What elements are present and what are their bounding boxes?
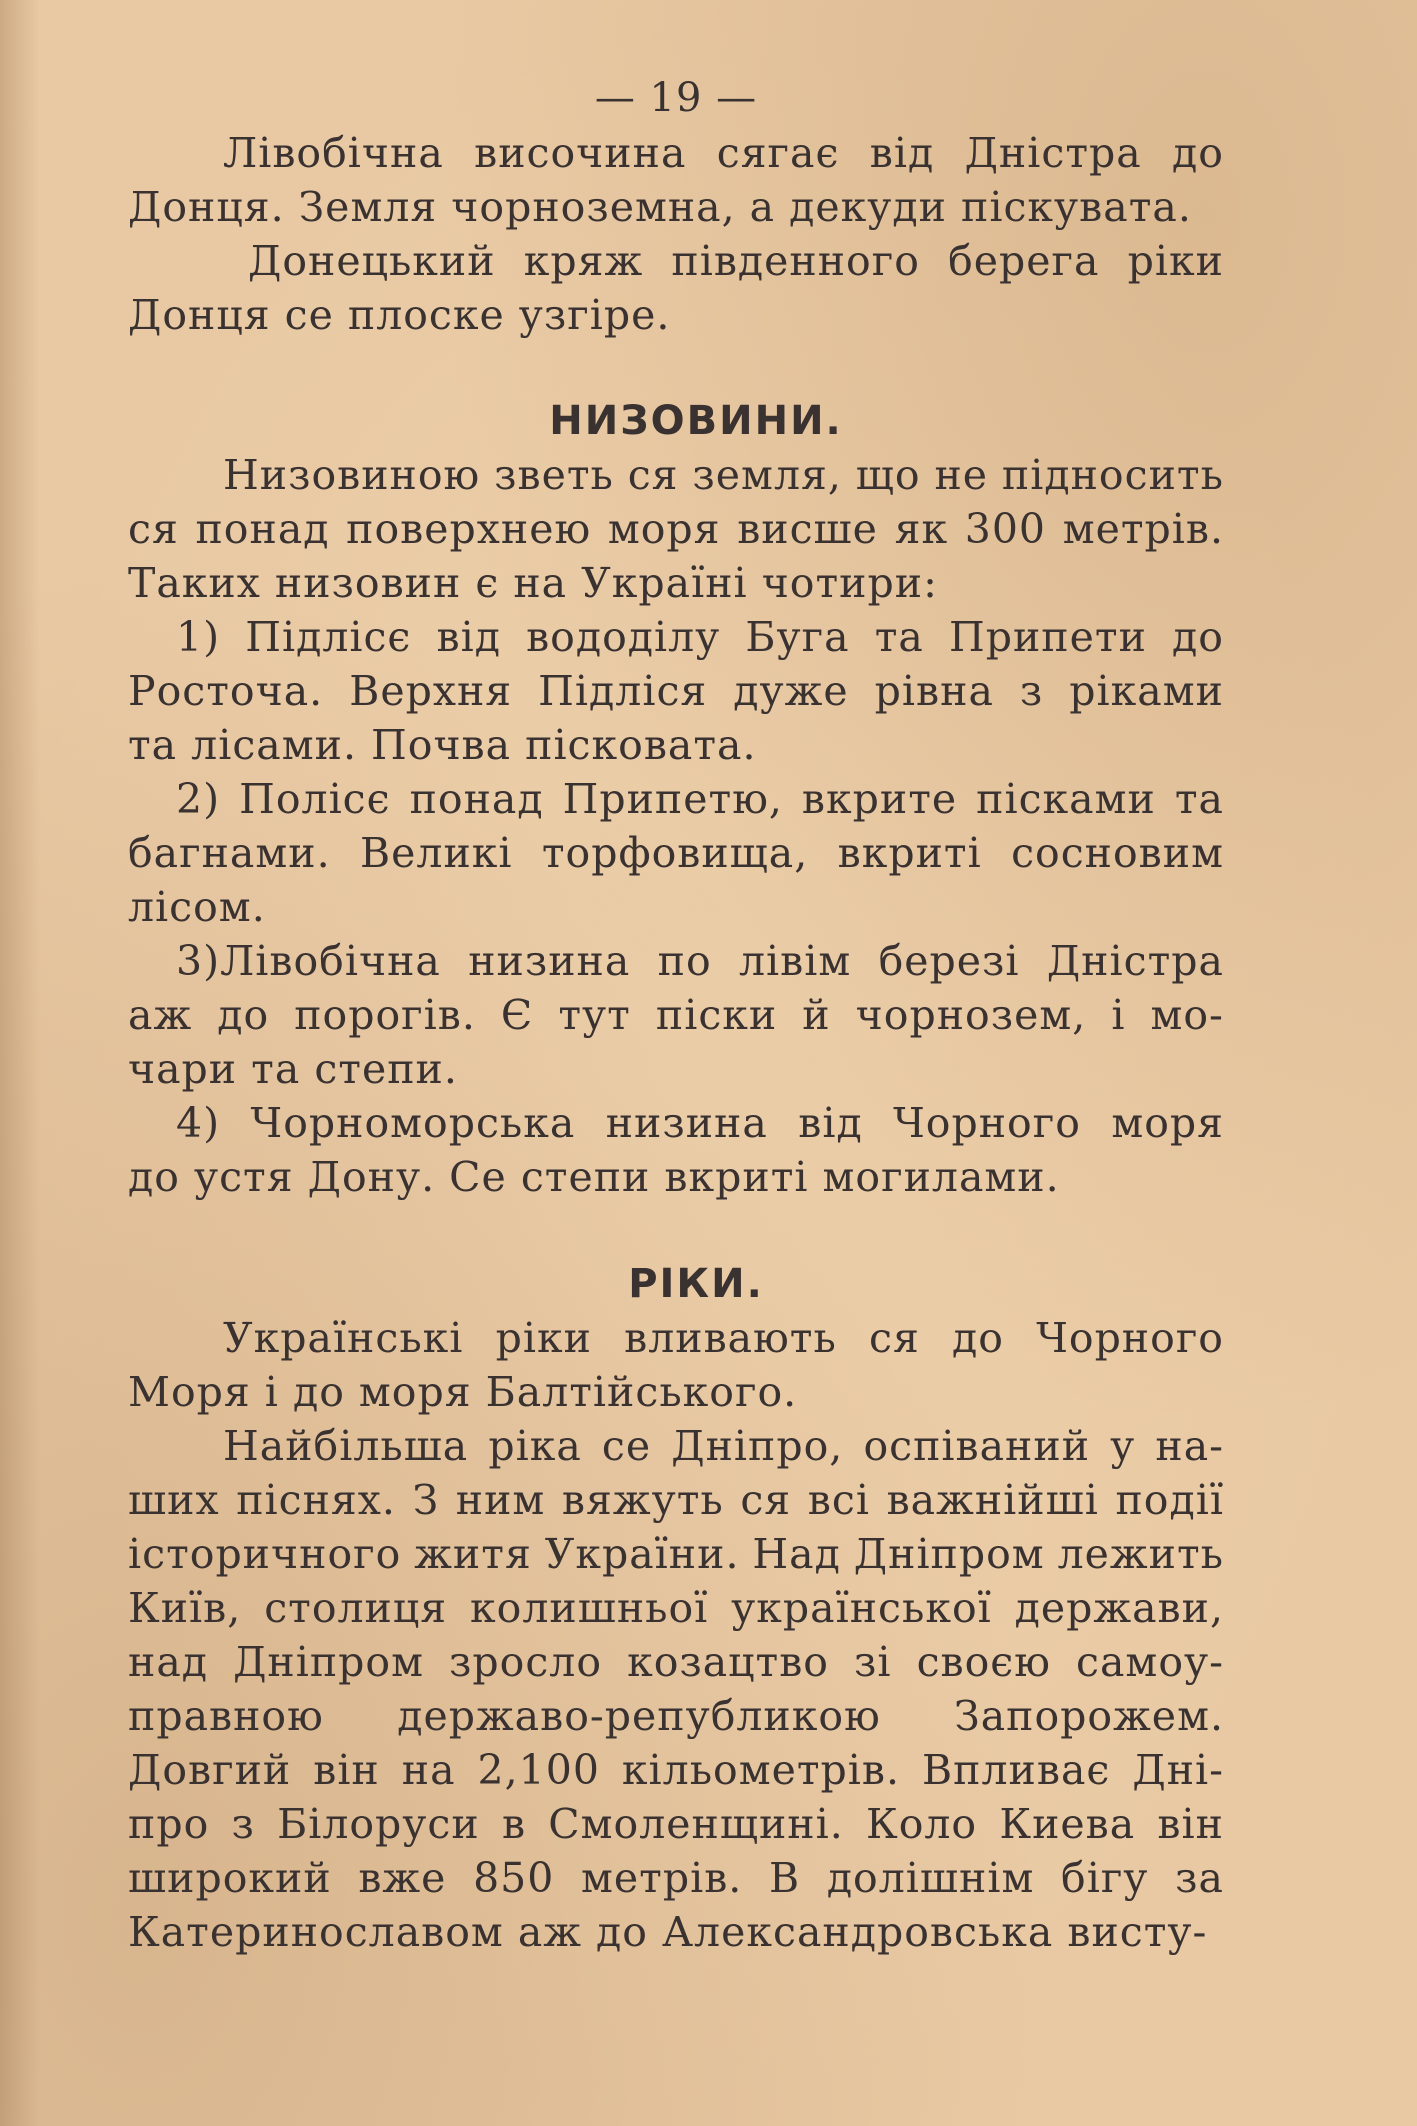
text-line: Київ, столиця колишньої української держави, [128,1584,1224,1632]
text-line: Найбільша ріка се Дніпро, оспіваний у на- [223,1422,1224,1470]
text-line: до устя Дону. Се степи вкриті могилами. [128,1153,1060,1201]
page-number: — 19 — [594,75,758,121]
text-line: над Дніпром зросло козацтво зі своєю самоу- [128,1638,1224,1686]
text-line: Катеринославом аж до Александровська висту- [128,1908,1208,1956]
rivers-paragraphs [128,1311,1224,1959]
text-line: чари та степи. [128,1045,458,1093]
text-line: 2) Полісє понад Припетю, вкрите пісками та [176,775,1224,823]
text-line: Лівобічна височина сягає від Дністра до [223,129,1224,177]
text-line: широкий вже 850 метрів. В долішнім бігу за [128,1854,1224,1902]
page-edge-shadow [0,0,40,2126]
text-line: аж до порогів. Є тут піски й чорнозем, і мо- [128,991,1224,1039]
text-line: Моря і до моря Балтійського. [128,1368,798,1416]
text-line: багнами. Великі торфовища, вкриті сосновим [128,829,1224,877]
text-line: Українські ріки вливають ся до Чорного [223,1314,1224,1362]
text-line: 1) Підлісє від вододілу Буга та Припети до [176,613,1224,661]
lowlands-paragraphs [128,448,1224,1204]
text-line: Довгий він на 2,100 кільометрів. Впливає Дні- [128,1746,1224,1794]
text-line: ших піснях. З ним вяжуть ся всі важнійші події [128,1476,1224,1524]
text-line: Низовиною зветь ся земля, що не підносить [223,451,1224,499]
text-line: 4) Чорноморська низина від Чорного моря [176,1099,1224,1147]
text-line: правною державо-републикою Запорожем. [128,1692,1224,1740]
section-heading-lowlands: НИЗОВИНИ. [549,398,843,444]
text-line: Таких низовин є на Україні чотири: [128,559,938,607]
section-heading-rivers: РІКИ. [628,1261,764,1307]
text-line: про з Білоруси в Смоленщині. Коло Киева він [128,1800,1224,1848]
intro-paragraphs [128,126,1224,342]
text-line: Донецький кряж південного берега ріки [248,237,1224,285]
text-line: ся понад поверхнею моря висше як 300 метрів. [128,505,1224,553]
text-line: лісом. [128,883,266,931]
text-line: Росточа. Верхня Підліся дуже рівна з ріками [128,667,1224,715]
text-line: 3)Лівобічна низина по лівім березі Дністра [176,937,1224,985]
text-line: та лісами. Почва пісковата. [128,721,757,769]
text-line: історичного житя України. Над Дніпром лежить [128,1530,1224,1578]
text-line: Донця. Земля чорноземна, а декуди піскувата. [128,183,1192,231]
text-line: Донця се плоске узгіре. [128,291,671,339]
page-text [128,70,1224,1959]
